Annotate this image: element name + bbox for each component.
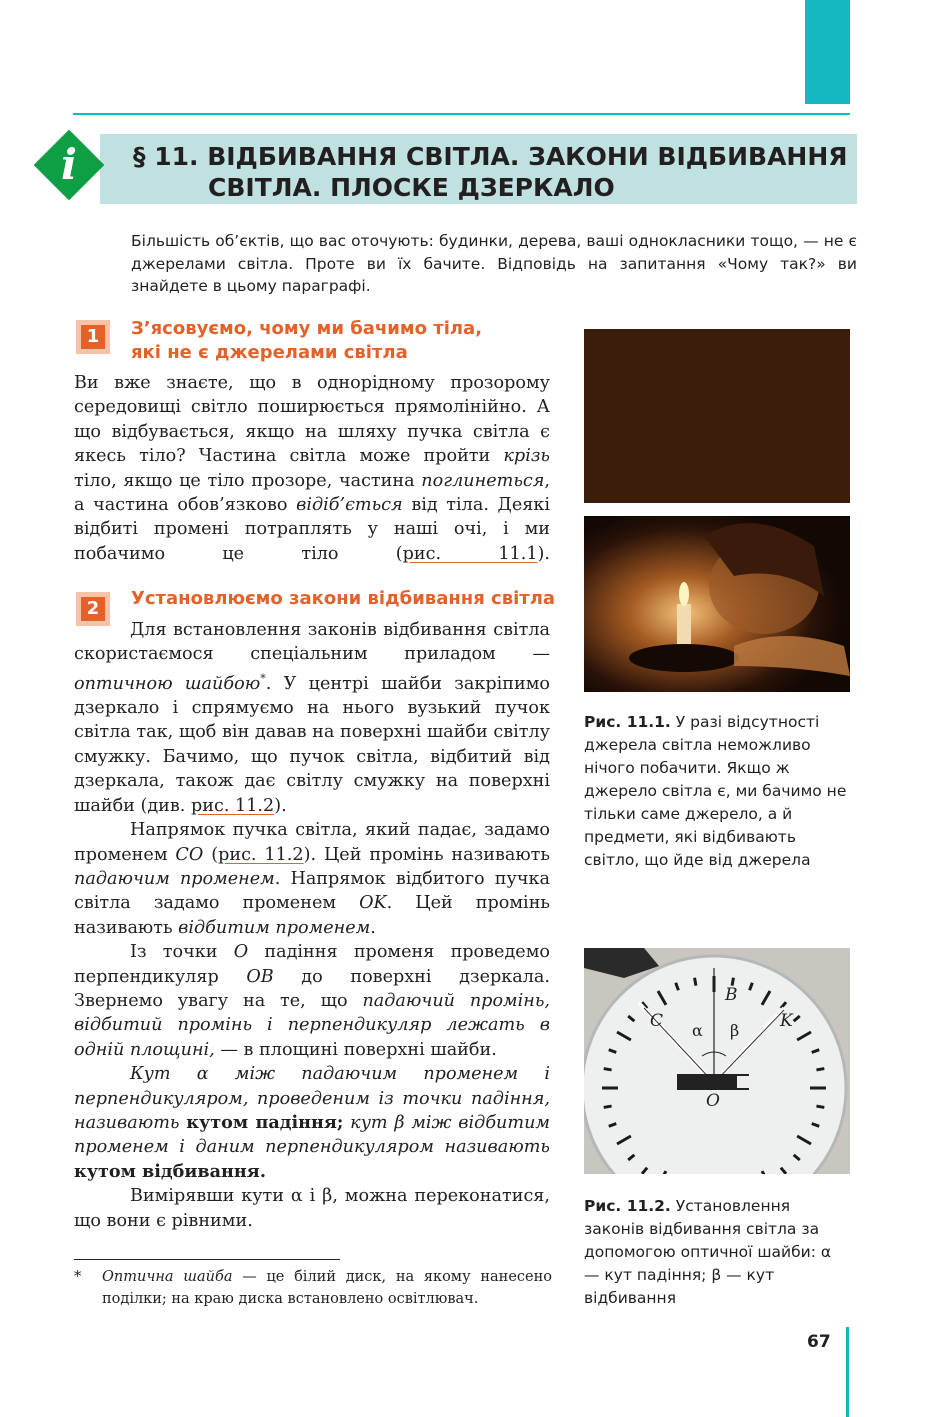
text-run: ). Цей промінь називають	[303, 844, 550, 865]
italic-term: поглинеться	[421, 470, 545, 491]
italic-term: відбитим променем	[178, 917, 371, 938]
disk-tick-mark	[816, 1106, 824, 1107]
figure-11-2-caption	[584, 1195, 850, 1310]
paragraph	[74, 818, 550, 940]
text-run: падіння променя проведемо перпендикуляр	[74, 942, 550, 987]
ray-label: CO	[175, 844, 204, 865]
top-color-tab	[805, 0, 850, 104]
point-b-label: B	[725, 985, 738, 1005]
beta-label: β	[730, 1021, 740, 1040]
candle-illustration	[584, 516, 850, 692]
italic-term: падаючим променем	[74, 868, 275, 889]
ray-label: OK	[359, 893, 387, 914]
candle-photo	[584, 516, 850, 692]
footnote-body	[102, 1266, 552, 1310]
section-2-number: 2	[81, 597, 105, 621]
title-line-1: § 11. ВІДБИВАННЯ СВІТЛА. ЗАКОНИ ВІДБИВАННЯ	[133, 142, 848, 171]
text-run: Напрямок пучка світла, який падає, задамо променем	[74, 820, 550, 865]
section-1-heading	[131, 317, 482, 365]
point-label: O	[233, 942, 249, 963]
figure-reference-link[interactable]: рис. 11.2	[191, 795, 275, 816]
figure-11-1-caption	[584, 711, 850, 872]
section-1-heading-line-1: З’ясовуємо, чому ми бачимо тіла,	[131, 318, 483, 339]
italic-term: падаючий промінь, відбитий промінь і перпендикуляр лежать в одній площині,	[74, 990, 551, 1060]
text-run: Для встановлення законів відбивання світла скористаємося спеціальним приладом —	[74, 620, 550, 665]
intro-paragraph: Більшість об’єктів, що вас оточують: будинки, дерева, ваші однокласники тощо, — не є джерелами світла. Проте ви їх бачите. Відповідь на запитання «Чому так?» ви знайдете в цьому параграфі.	[131, 232, 857, 295]
bold-term: кутом падіння	[186, 1111, 337, 1133]
caption-label: Рис. 11.2.	[584, 1197, 671, 1215]
paragraph	[74, 618, 550, 818]
text-run: — в площині поверхні шайби.	[214, 1039, 497, 1060]
alpha-label: α	[692, 1021, 703, 1040]
point-k-label: K	[780, 1011, 793, 1031]
text-run: від тіла. Деякі відбиті промені потраплять у наші очі, і ми побачимо це тіло (	[74, 495, 550, 564]
text-run: . У центрі шайби закріпимо дзеркало і спрямуємо на нього вузький пучок світла так, щоб він давав на поверхні шайби світлу смужку. Бачимо, що пучок світла, відбитий від дзеркала, також дає світлу смужку на поверхні шайби (див.	[74, 673, 551, 816]
page-title	[133, 141, 853, 203]
footnote-marker: *	[74, 1269, 82, 1285]
italic-text: кут β між відбитим променем і даним перпендикуляром називають	[74, 1112, 550, 1158]
optical-disk-illustration	[584, 948, 850, 1174]
section-1-paragraph	[74, 371, 550, 566]
caption-text: У разі відсутності джерела світла неможливо нічого побачити. Якщо ж джерело світла є, ми бачимо не тільки саме джерело, а й предмети, які відбивають світло, що йде від джерела	[584, 713, 847, 869]
footnote-divider	[74, 1259, 340, 1260]
paragraph: Вимірявши кути α і β, можна переконатися, що вони є рівними.	[74, 1186, 550, 1231]
bold-term: кутом відбивання	[74, 1160, 260, 1182]
page-number-rule	[846, 1327, 849, 1417]
italic-text: Кут α між падаючим променем і перпендикуляром, проведеним із точки падіння, називають	[74, 1064, 550, 1133]
text-run: .	[259, 1160, 266, 1182]
page-number: 67	[807, 1332, 831, 1352]
text-run: . Напрямок відбитого пучка світла задамо променем	[74, 868, 550, 914]
section-1-number-badge	[76, 320, 110, 354]
footnote-text: — це білий диск, на якому нанесено поділки; на краю диска встановлено освітлювач.	[102, 1269, 553, 1307]
figure-reference-link[interactable]: рис. 11.1	[402, 543, 538, 564]
caption-label: Рис. 11.1.	[584, 713, 671, 731]
title-line-2: СВІТЛА. ПЛОСКЕ ДЗЕРКАЛО	[208, 173, 615, 202]
text-run: ;	[336, 1111, 344, 1133]
text-run: ).	[274, 795, 287, 816]
disk-tick-mark	[604, 1106, 612, 1107]
top-rule	[73, 113, 850, 115]
text-run: Ви вже знаєте, що в однорідному прозорому середовищі світло поширюється прямолінійно. А що відбувається, якщо на шляху пучка світла є якесь тіло? Частина світла може пройти	[74, 373, 550, 467]
italic-term: крізь	[503, 446, 550, 467]
italic-term: відіб’ється	[296, 495, 403, 516]
point-o-label: O	[706, 1091, 720, 1111]
text-run: .	[370, 917, 376, 938]
info-icon: i	[61, 140, 77, 189]
text-run: тіло, якщо це тіло прозоре, частина	[74, 470, 422, 491]
footnote-marker: *	[260, 671, 266, 685]
paragraph	[74, 940, 550, 1062]
section-2-heading: Установлюємо закони відбивання світла	[131, 588, 556, 609]
text-run: Із точки	[130, 942, 234, 963]
optical-disk-photo	[584, 948, 850, 1174]
text-run: . Цей промінь називають	[74, 893, 550, 938]
footnote-term: Оптична шайба	[102, 1269, 233, 1285]
disk-tick-mark	[604, 1069, 612, 1070]
text-run: , а частина обов’язково	[74, 470, 550, 516]
footnote	[74, 1266, 552, 1310]
text-run: ).	[537, 543, 550, 564]
section-1-heading-line-2: які не є джерелами світла	[131, 342, 408, 363]
figure-reference-link[interactable]: рис. 11.2	[218, 844, 304, 865]
dark-room-photo	[584, 329, 850, 503]
ray-label: OB	[246, 966, 274, 987]
point-c-label: C	[650, 1011, 664, 1031]
text-run: (	[203, 844, 219, 865]
disk-tick-mark	[695, 978, 696, 986]
italic-term: оптичною шайбою	[74, 673, 261, 694]
disk-tick-mark	[816, 1069, 824, 1070]
definition-paragraph	[74, 1062, 550, 1184]
caption-text: Установлення законів відбивання світла за допомогою оптичної шайби: α — кут падіння; β — кут відбивання	[584, 1197, 832, 1307]
section-1-number: 1	[81, 325, 105, 349]
section-2-text	[74, 618, 550, 1233]
text-run: до поверхні дзеркала. Звернемо увагу на те, що	[74, 966, 550, 1011]
